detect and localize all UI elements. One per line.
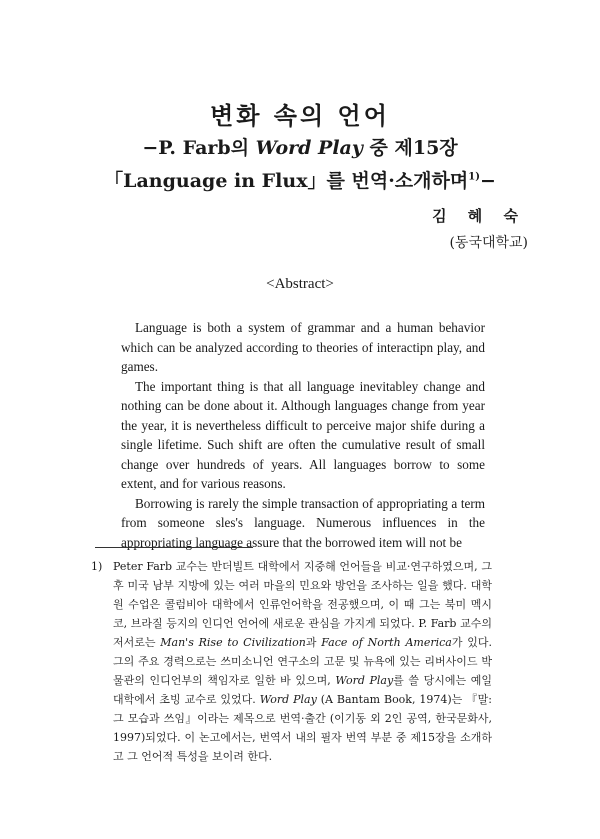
- footnote-marker: 1): [91, 560, 103, 573]
- subtitle-suffix: 중 제15장: [362, 137, 458, 159]
- abstract-paragraph: Borrowing is rarely the simple transaction of appropriating a term from someone sles's language. Numerous influences in the appropriating language assure that the borrowed item will not be: [121, 495, 485, 550]
- footnote-book-title: Face of North America: [321, 636, 452, 649]
- abstract-paragraph: The important thing is that all language inevitabley change and nothing can be done about it. Although languages change from year the year, it is nevertheless difficult to perceive major shife during a single lifetime. Such shift are often the cumulative result of small change over hundreds of years. All languages borrow to some extent, and for various reasons.: [121, 378, 485, 491]
- footnote-reference[interactable]: 1): [468, 171, 480, 183]
- footnote-text-part: (A Bantam Book, 1974)는 『말: 그 모습과 쓰임』이라는 제목으로 번역·출간 (이기동 외 2인 공역, 한국문화사, 1997)되었다. 이 논고에서는, 번역서 내의 필자 번역 부분 중 제15장을 소개하고 그 언어적 특성을 보이려 한다.: [113, 693, 492, 763]
- footnote-book-title: Word Play: [335, 674, 394, 687]
- author-affiliation: (동국대학교): [449, 235, 528, 251]
- footnote-book-title: Man's Rise to Civilization: [160, 636, 306, 649]
- subtitle-dash: −: [479, 170, 496, 192]
- footnote-divider: [95, 547, 253, 548]
- abstract-body: [121, 318, 485, 552]
- paper-title: 변화 속의 언어: [210, 101, 390, 130]
- subtitle-chapter-title: 「Language in Flux」를 번역·소개하며: [104, 170, 469, 192]
- author-name: 김 혜 숙: [432, 207, 526, 225]
- subtitle-prefix: −P. Farb의: [142, 137, 256, 159]
- subtitle-line-1: [0, 133, 600, 160]
- abstract-paragraph: Language is both a system of grammar and a human behavior which can be analyzed according to theories of interactipn play, and games.: [121, 320, 485, 374]
- footnote-text-part: 를 쓸 당시에는 예일 대학에서 초빙 교수로 있었다.: [113, 674, 492, 706]
- subtitle-line-2: [0, 166, 600, 193]
- footnote: [91, 557, 492, 766]
- footnote-text-part: 과: [305, 636, 322, 649]
- footnote-text-part: 가 있다. 그의 주요 경력으로는 쓰미소니언 연구소의 고문 및 뉴욕에 있는 리버사이드 박물관의 인디언부의 책임자로 일한 바 있으며,: [113, 636, 492, 687]
- footnote-text: [113, 557, 492, 766]
- subtitle-book-title: Word Play: [255, 137, 363, 159]
- footnote-book-title: Word Play: [259, 693, 317, 706]
- footnote-text-part: Peter Farb 교수는 반더빌트 대학에서 지중해 언어들을 비교·연구하였으며, 그 후 미국 남부 지방에 있는 여러 마을의 민요와 방언을 조사하는 일을 했다. 대학원 수업은 콜럼비아 대학에서 인류언어학을 전공했으며, 이 때 그는 북미 멕시코, 브라질 등지의 인디언 언어에 새로운 관심을 가지게 되었다. P. Farb 교수의 저서로는: [113, 560, 492, 649]
- abstract-heading: <Abstract>: [266, 276, 334, 292]
